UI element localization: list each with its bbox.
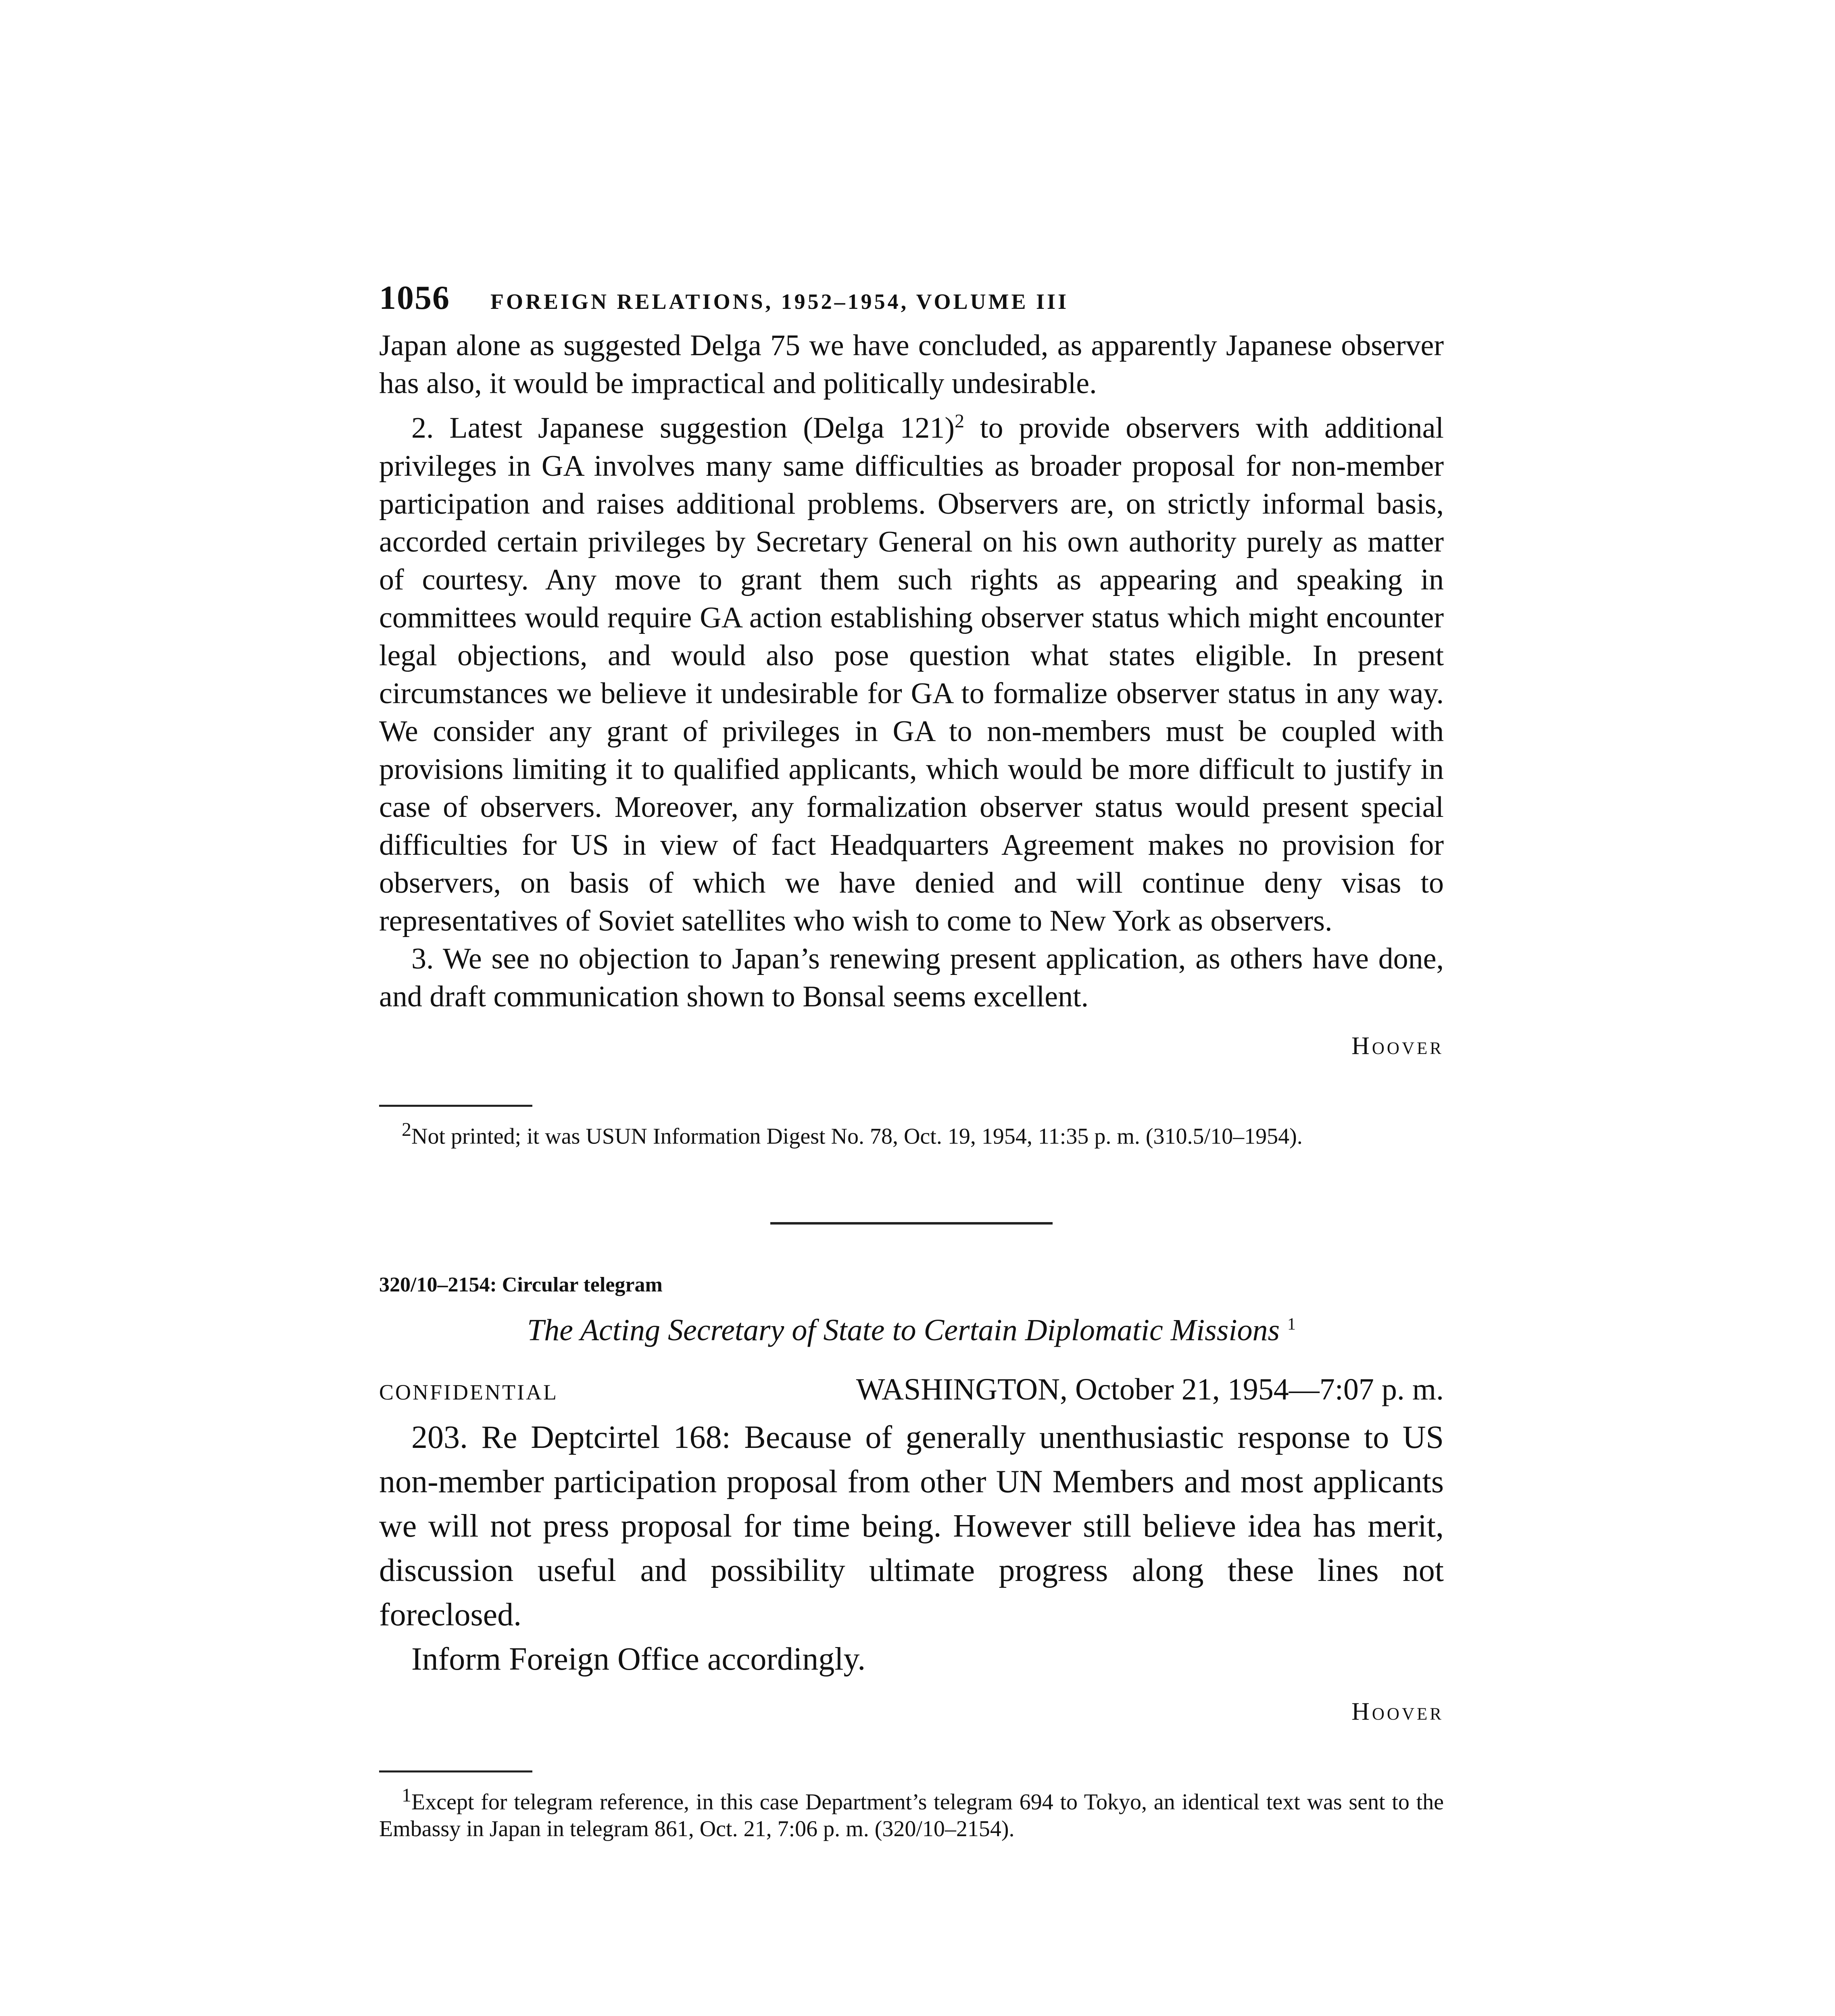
doc2-paragraph-1: 203. Re Deptcirtel 168: Because of generally unenthusiastic response to US non-member participation proposal from other UN Members and most applicants we will not press proposal for time being. However still believe idea has merit, discussion useful and possibility ultimate progress along these lines not foreclosed. xyxy=(379,1420,1444,1633)
footnote-1 xyxy=(379,1782,1444,1842)
doc2-paragraph-2: Inform Foreign Office accordingly. xyxy=(411,1641,866,1677)
section-divider xyxy=(770,1222,1053,1225)
page-number: 1056 xyxy=(379,279,450,317)
footnote-1-marker: 1 xyxy=(402,1785,411,1806)
doc1-signature: Hoover xyxy=(1351,1032,1444,1060)
doc1-paragraph-2-lead: 2. Latest Japanese suggestion (Delga 121) xyxy=(411,411,955,445)
document-page xyxy=(379,278,1444,1842)
footnote-2-marker: 2 xyxy=(402,1118,411,1140)
doc2-title-footnote-ref: 1 xyxy=(1287,1315,1296,1334)
footnote-reference-2: 2 xyxy=(955,410,965,432)
page-header xyxy=(379,278,1444,327)
running-head: FOREIGN RELATIONS, 1952–1954, VOLUME III xyxy=(490,289,1069,314)
doc1-paragraph-continued: Japan alone as suggested Delga 75 we have concluded, as apparently Japanese observer has also, it would be impractical and politically undesirable. xyxy=(379,329,1444,400)
footnote-rule-2 xyxy=(379,1770,532,1772)
doc1-paragraph-2-body: to provide observers with additional privileges in GA involves many same difficulties as broader proposal for non-member participation and raises additional problems. Observers are, on strictly informal basis, accorded certain privileges by Secretary General on his own authority purely as matter of courtesy. Any move to grant them such rights as appearing and speaking in committees would require GA action establishing observer status which might encounter legal objections, and would also pose question what states eligible. In present circumstances we believe it undesirable for GA to formalize observer status in any way. We consider any grant of privileges in GA to non-members must be coupled with provisions limiting it to qualified applicants, which would be more difficult to justify in case of observers. Moreover, any formalization observer status would present special difficulties for US in view of fact Headquarters Agreement makes no provision for observers, on basis of which we have denied and will continue deny visas to representatives of Soviet satellites who wish to come to New York as observers. xyxy=(379,411,1444,937)
footnote-2 xyxy=(379,1116,1444,1150)
doc2-title xyxy=(379,1313,1444,1348)
doc2-signature: Hoover xyxy=(1351,1698,1444,1726)
doc2-dateline xyxy=(379,1372,1444,1407)
place-and-date: WASHINGTON, October 21, 1954—7:07 p. m. xyxy=(856,1372,1444,1407)
doc2-title-text: The Acting Secretary of State to Certain Diplomatic Missions xyxy=(527,1313,1280,1347)
classification-label: CONFIDENTIAL xyxy=(379,1380,558,1405)
footnote-rule xyxy=(379,1105,532,1107)
doc1-paragraph-2 xyxy=(379,402,1444,940)
doc2-filing-line: 320/10–2154: Circular telegram xyxy=(379,1273,663,1297)
doc1-paragraph-3: 3. We see no objection to Japan’s renewing present application, as others have done, and draft communication shown to Bonsal seems excellent. xyxy=(379,942,1444,1013)
footnote-1-text: Except for telegram reference, in this case Department’s telegram 694 to Tokyo, an identical text was sent to the Embassy in Japan in telegram 861, Oct. 21, 7:06 p. m. (320/10–2154). xyxy=(379,1789,1444,1841)
footnote-2-text: Not printed; it was USUN Information Digest No. 78, Oct. 19, 1954, 11:35 p. m. (310.5/10–1954). xyxy=(411,1124,1303,1149)
